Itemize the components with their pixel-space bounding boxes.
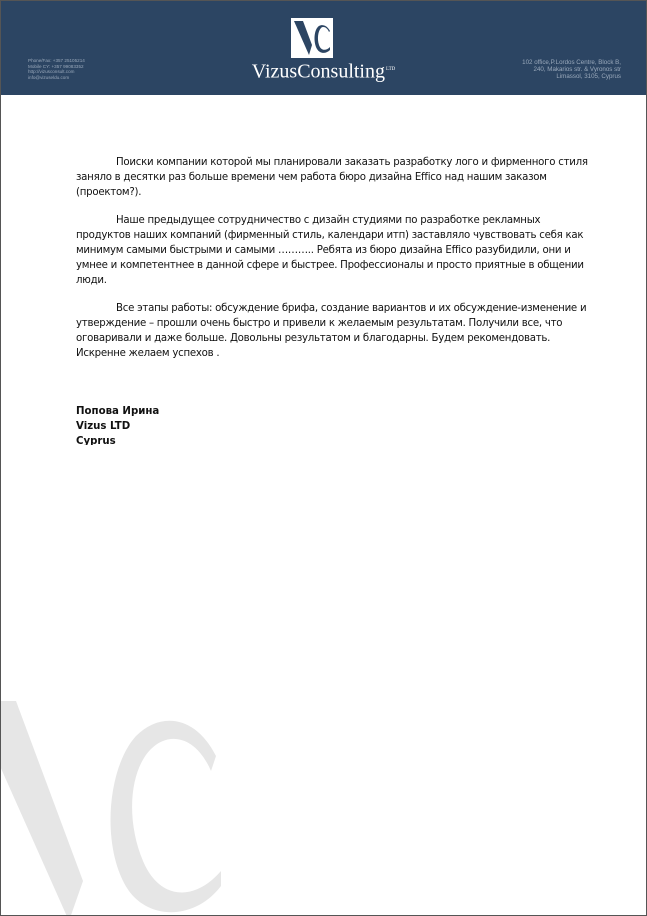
- letterhead-header: [1, 1, 646, 95]
- address-line: 240, Makarios str. & Vyronos str: [533, 66, 621, 74]
- paragraph: Наше предыдущее сотрудничество с дизайн студиями по разработке рекламных продуктов наших компаний (фирменный стиль, календари итп) заставляло чувствовать себя как минимум самыми быстрыми и самыми ……….. Ребята из бюро дизайна Effico разубидили, они и умнее и компетентнее в данной сфере и быстрее. Профессионалы и просто приятные в общении люди.: [76, 215, 584, 286]
- contact-email: info@vizuseldu.com: [28, 74, 70, 80]
- signature-country: Cyprus: [76, 436, 116, 445]
- signature-block: [76, 404, 159, 445]
- address-line: 102 office,P.Lordos Centre, Block B,: [522, 59, 621, 66]
- signature-company: Vizus LTD: [76, 421, 131, 432]
- brand-suffix: LTD: [386, 67, 396, 72]
- office-address: [522, 59, 621, 81]
- contact-mobile: Mobile CY: +357 99083352: [28, 63, 84, 69]
- contact-phone: Phone/Fax: +357 25105214: [28, 58, 85, 63]
- paragraph: Поиски компании которой мы планировали заказать разработку лого и фирменного стиля заняло в десятки раз больше времени чем работа бюро дизайна Effico над нашим заказом (проектом?).: [76, 157, 588, 198]
- vc-watermark-icon: [0, 681, 221, 916]
- vc-logo-icon: [291, 18, 333, 58]
- letter-body: [76, 155, 596, 374]
- brand-name-text: VizusConsulting: [251, 60, 385, 83]
- contact-website: http://vizusconsult.com: [28, 69, 75, 75]
- paragraph: Все этапы работы: обсуждение брифа, создание вариантов и их обсуждение-изменение и утверждение – прошли очень быстро и привели к желаемым результатам. Получили все, что оговаривали и даже больше. Довольны результатом и благодарны. Будем рекомендовать. Искренне желаем успехов .: [76, 303, 587, 359]
- signature-name: Попова Ирина: [76, 406, 160, 417]
- address-line: Limassol, 3105, Cyprus: [556, 73, 621, 81]
